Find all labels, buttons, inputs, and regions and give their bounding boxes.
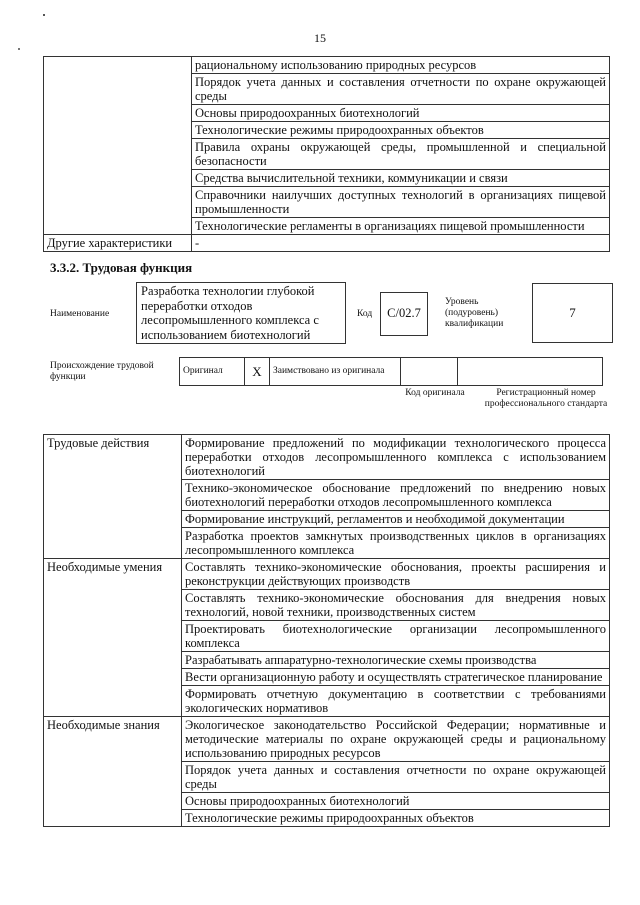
table-row: Формировать отчетную документацию в соответствии с требованиями экологических нормативов bbox=[182, 686, 610, 717]
original-code-caption: Код оригинала bbox=[405, 388, 465, 398]
function-name: Разработка технологии глубокой переработки отходов лесопромышленного комплекса с использованием биотехнологий bbox=[141, 284, 319, 342]
table-row: Технологические режимы природоохранных объектов bbox=[182, 810, 610, 827]
table-row: Составлять технико-экономические обоснования, проекты расширения и реконструкции действующих производств bbox=[182, 559, 610, 590]
other-characteristics-value: - bbox=[192, 235, 610, 252]
section-label-skills: Необходимые умения bbox=[44, 559, 182, 717]
top-table-row: рациональному использованию природных ресурсов bbox=[192, 57, 610, 74]
page-number: 15 bbox=[314, 31, 326, 45]
scan-mark bbox=[43, 14, 45, 16]
top-table-row: Порядок учета данных и составления отчетности по охране окружающей среды bbox=[192, 74, 610, 105]
section-label-labor-actions: Трудовые действия bbox=[44, 435, 182, 559]
table-row: Разрабатывать аппаратурно-технологические схемы производства bbox=[182, 652, 610, 669]
origin-label: Происхождение трудовой функции bbox=[50, 361, 154, 382]
original-code-cell bbox=[401, 358, 458, 386]
level-value: 7 bbox=[569, 305, 576, 320]
top-table-row: Основы природоохранных биотехнологий bbox=[192, 105, 610, 122]
table-row: Формирование инструкций, регламентов и необходимой документации bbox=[182, 511, 610, 528]
table-row: Технико-экономическое обоснование предложений по внедрению новых биотехнологий переработки отходов лесопромышленного комплекса bbox=[182, 480, 610, 511]
section-label-knowledge: Необходимые знания bbox=[44, 717, 182, 827]
table-row: Экологическое законодательство Российской Федерации; нормативные и методические материалы по охране окружающей среды и рациональному использованию природных ресурсов bbox=[182, 717, 610, 762]
table-row: Разработка проектов замкнутых производственных циклов в организациях лесопромышленного комплекса bbox=[182, 528, 610, 559]
top-table-row: Правила охраны окружающей среды, промышленной и специальной безопасности bbox=[192, 139, 610, 170]
top-table-row: Технологические регламенты в организациях пищевой промышленности bbox=[192, 218, 610, 235]
table-row: Формирование предложений по модификации технологического процесса переработки отходов лесопромышленного комплекса с использованием биотехнологий bbox=[182, 435, 610, 480]
borrowed-label: Заимствовано из оригинала bbox=[270, 358, 401, 386]
table-row: Основы природоохранных биотехнологий bbox=[182, 793, 610, 810]
origin-table bbox=[179, 357, 603, 386]
top-table-empty-cell bbox=[44, 57, 192, 235]
top-table-row: Справочники наилучших доступных технологий в организациях пищевой промышленности bbox=[192, 187, 610, 218]
original-mark: X bbox=[245, 358, 270, 386]
section-title: 3.3.2. Трудовая функция bbox=[50, 260, 193, 275]
table-row: Вести организационную работу и осуществлять стратегическое планирование bbox=[182, 669, 610, 686]
level-box bbox=[532, 283, 613, 343]
registration-number-cell bbox=[458, 358, 603, 386]
function-name-box bbox=[136, 282, 346, 344]
other-characteristics-label: Другие характеристики bbox=[44, 235, 192, 252]
top-table-row: Технологические режимы природоохранных объектов bbox=[192, 122, 610, 139]
top-table-row: Средства вычислительной техники, коммуникации и связи bbox=[192, 170, 610, 187]
registration-number-caption: Регистрационный номер профессионального стандарта bbox=[484, 388, 608, 409]
level-label: Уровень (подуровень) квалификации bbox=[445, 297, 504, 329]
name-label: Наименование bbox=[50, 309, 110, 319]
table-row: Порядок учета данных и составления отчетности по охране окружающей среды bbox=[182, 762, 610, 793]
top-table bbox=[43, 56, 610, 252]
table-row: Составлять технико-экономические обоснования для внедрения новых технологий, новой техники, производственных систем bbox=[182, 590, 610, 621]
original-label: Оригинал bbox=[180, 358, 245, 386]
scan-mark bbox=[18, 48, 20, 50]
code-label: Код bbox=[357, 309, 373, 319]
code-value: С/02.7 bbox=[387, 306, 421, 320]
main-table bbox=[43, 434, 610, 827]
table-row: Проектировать биотехнологические организации лесопромышленного комплекса bbox=[182, 621, 610, 652]
code-box bbox=[380, 292, 428, 336]
